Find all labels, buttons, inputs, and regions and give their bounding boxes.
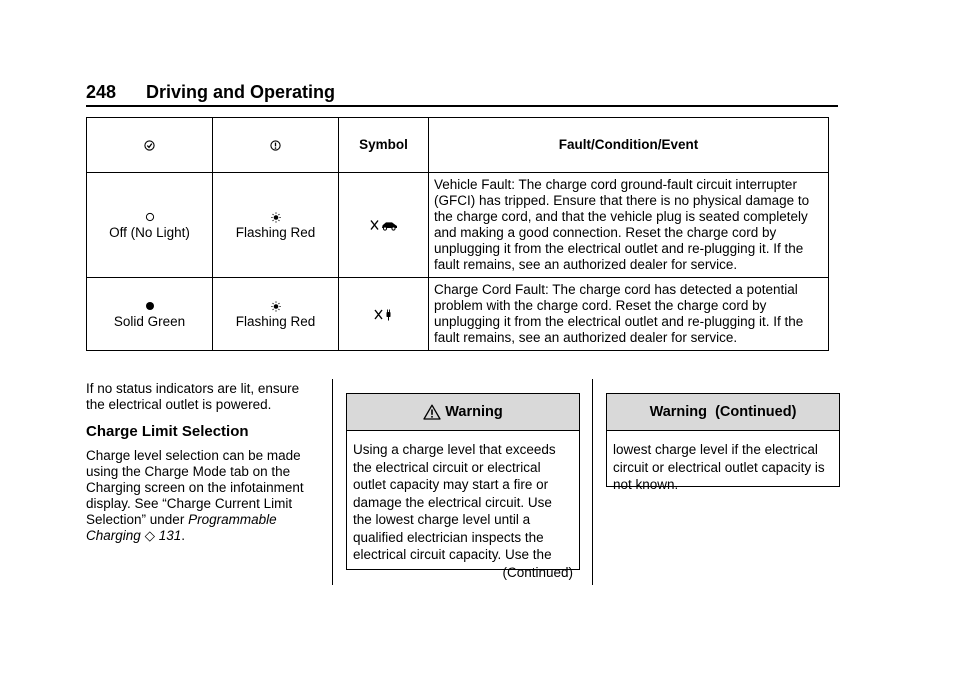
vehicle-fault-icon xyxy=(370,219,398,231)
charge-limit-paragraph xyxy=(86,448,318,544)
header-cell-fault xyxy=(213,118,339,173)
solid-circle-icon xyxy=(145,301,155,311)
row1-description: Vehicle Fault: The charge cord ground-fault circuit interrupter (GFCI) has tripped. Ensure that there is no physical damage to the charge cord, and that the vehicle plug is seated completely and making a good connection. Reset the charge cord by unplugging it from the electrical outlet and re-plugging it. If the fault remains, see an authorized dealer for service. xyxy=(429,173,829,278)
hollow-circle-icon xyxy=(145,212,155,222)
header-cell-status xyxy=(87,118,213,173)
page-ref-number[interactable]: 131 xyxy=(158,528,182,543)
warning-triangle-icon xyxy=(423,404,441,420)
table-header-row xyxy=(87,118,829,173)
flashing-light-icon xyxy=(271,212,281,223)
fault-table xyxy=(86,117,829,351)
warning-box xyxy=(346,393,580,580)
row2-symbol-cell xyxy=(339,278,429,351)
table-row xyxy=(87,278,829,351)
row2-status-label: Solid Green xyxy=(113,314,186,329)
row2-status-cell xyxy=(87,278,213,351)
charge-cord-fault-icon xyxy=(374,308,394,321)
row1-fault-cell xyxy=(213,173,339,278)
row2-fault-label: Flashing Red xyxy=(235,314,316,329)
page-number: 248 xyxy=(86,82,117,102)
row1-status-cell xyxy=(87,173,213,278)
charge-limit-heading: Charge Limit Selection xyxy=(86,423,249,440)
warning-continued-header xyxy=(607,394,839,431)
column-divider-1 xyxy=(332,379,333,585)
warning-title: Warning xyxy=(445,404,503,420)
row2-description: Charge Cord Fault: The charge cord has detected a potential problem with the charge cord. Reset the charge cord by unplugging it from the electrical outlet and re-plugging it. If the fault remains, see an authorized dealer for service. xyxy=(429,278,829,351)
warning-continued-box xyxy=(606,393,840,492)
charge-fault-icon xyxy=(270,140,281,151)
page-header xyxy=(86,82,838,108)
section-title: Driving and Operating xyxy=(146,82,336,102)
column-divider-2 xyxy=(592,379,593,585)
warning-continued-label: (Continued) xyxy=(502,564,573,580)
row1-status-label: Off (No Light) xyxy=(109,225,190,240)
table-row xyxy=(87,173,829,278)
charge-limit-period: . xyxy=(181,528,186,543)
intro-paragraph: If no status indicators are lit, ensure the electrical outlet is powered. xyxy=(86,381,300,412)
programmable-charging-link[interactable]: Programmable Charging xyxy=(86,512,277,543)
warning-header xyxy=(347,394,579,431)
row1-fault-label: Flashing Red xyxy=(235,225,316,240)
row1-symbol-cell xyxy=(339,173,429,278)
warning-text: Using a charge level that exceeds the electrical circuit or electrical outlet capacity may start a fire or damage the electrical circuit. Use the lowest charge level until a qualified electrician inspects the electrical circuit capacity. Use the xyxy=(353,442,556,562)
header-cell-symbol: Symbol xyxy=(339,118,429,173)
warning-continued-title: Warning (Continued) xyxy=(649,404,797,420)
flashing-light-icon xyxy=(271,301,281,312)
header-rule xyxy=(86,105,838,107)
charge-limit-text: Charge level selection can be made using the Charge Mode tab on the Charging screen on the infotainment display. See “Charge Current Limit Selection” under xyxy=(86,448,304,527)
page-ref-symbol: ◇ xyxy=(144,528,155,543)
charge-status-icon xyxy=(144,140,155,151)
header-cell-description: Fault/Condition/Event xyxy=(429,118,829,173)
left-column xyxy=(86,381,318,544)
row2-fault-cell xyxy=(213,278,339,351)
warning-continued-text: lowest charge level if the electrical circuit or electrical outlet capacity is not known. xyxy=(613,442,825,492)
